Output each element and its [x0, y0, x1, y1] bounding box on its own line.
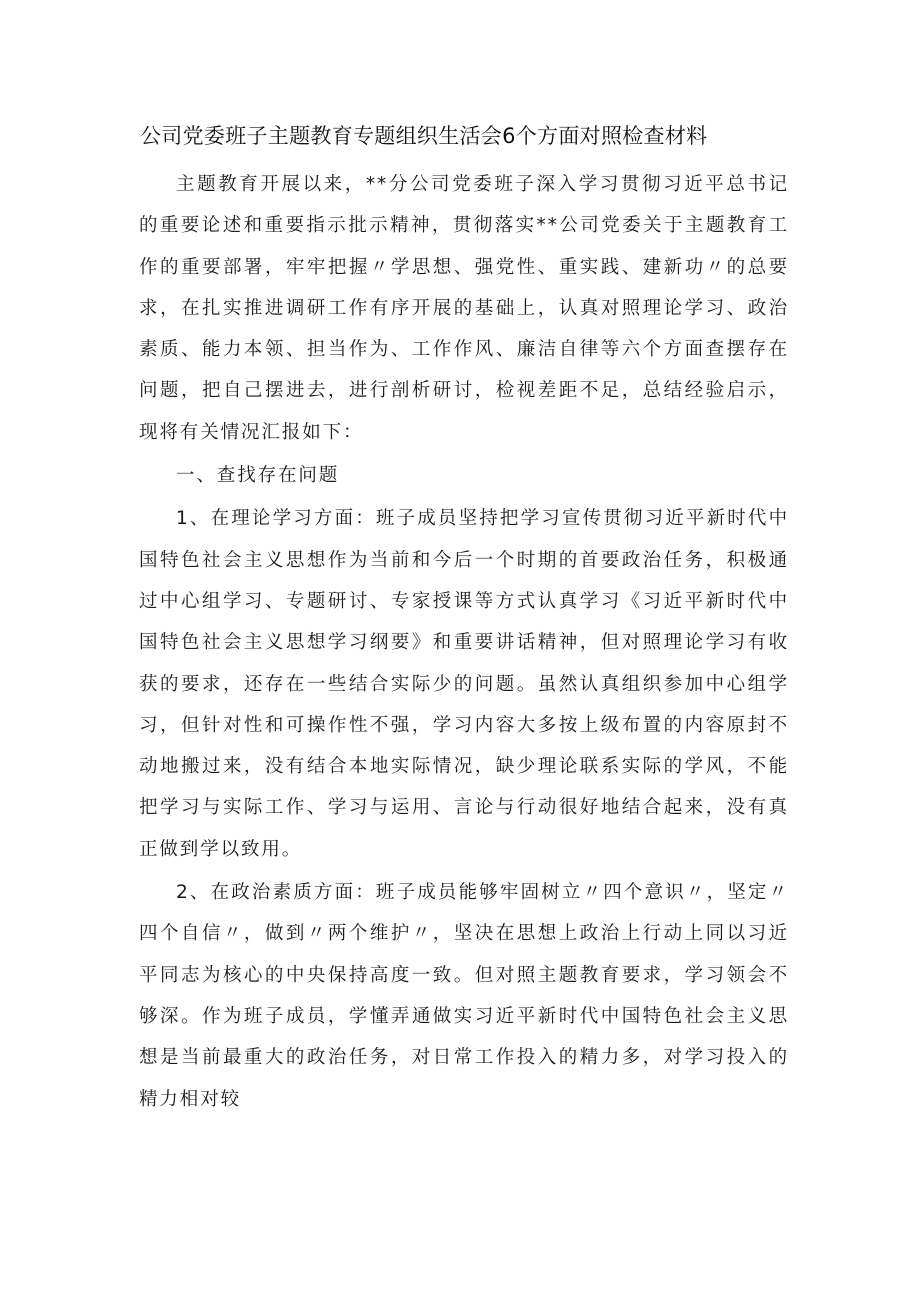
paragraph-intro: 主题教育开展以来，**分公司党委班子深入学习贯彻习近平总书记的重要论述和重要指示批示精神，贯彻落实**公司党委关于主题教育工作的重要部署，牢牢把握〃学思想、强党性、重实践、建新功〃的总要求，在扎实推进调研工作有序开展的基础上，认真对照理论学习、政治素质、能力本领、担当作为、工作作风、廉洁自律等六个方面查摆存在问题，把自己摆进去，进行剖析研讨，检视差距不足，总结经验启示，现将有关情况汇报如下： [139, 174, 789, 443]
paragraph-theory-study: 1、在理论学习方面：班子成员坚持把学习宣传贯彻习近平新时代中国特色社会主义思想作为当前和今后一个时期的首要政治任务，积极通过中心组学习、专题研讨、专家授课等方式认真学习《习近平新时代中国特色社会主义思想学习纲要》和重要讲话精神，但对照理论学习有收获的要求，还存在一些结合实际少的问题。虽然认真组织参加中心组学习，但针对性和可操作性不强，学习内容大多按上级布置的内容原封不动地搬过来，没有结合本地实际情况，缺少理论联系实际的学风，不能把学习与实际工作、学习与运用、言论与行动很好地结合起来，没有真正做到学以致用。 [139, 508, 789, 860]
document-body [139, 164, 789, 1120]
section-heading: 一、查找存在问题 [176, 465, 340, 487]
document-title: 公司党委班子主题教育专题组织生活会6个方面对照检查材料 [140, 124, 708, 148]
paragraph-political-quality: 2、在政治素质方面：班子成员能够牢固树立〃四个意识〃，坚定〃四个自信〃，做到〃两个维护〃，坚决在思想上政治上行动上同以习近平同志为核心的中央保持高度一致。但对照主题教育要求，学习领会不够深。作为班子成员，学懂弄通做实习近平新时代中国特色社会主义思想是当前最重大的政治任务，对日常工作投入的精力多，对学习投入的精力相对较 [139, 882, 789, 1110]
